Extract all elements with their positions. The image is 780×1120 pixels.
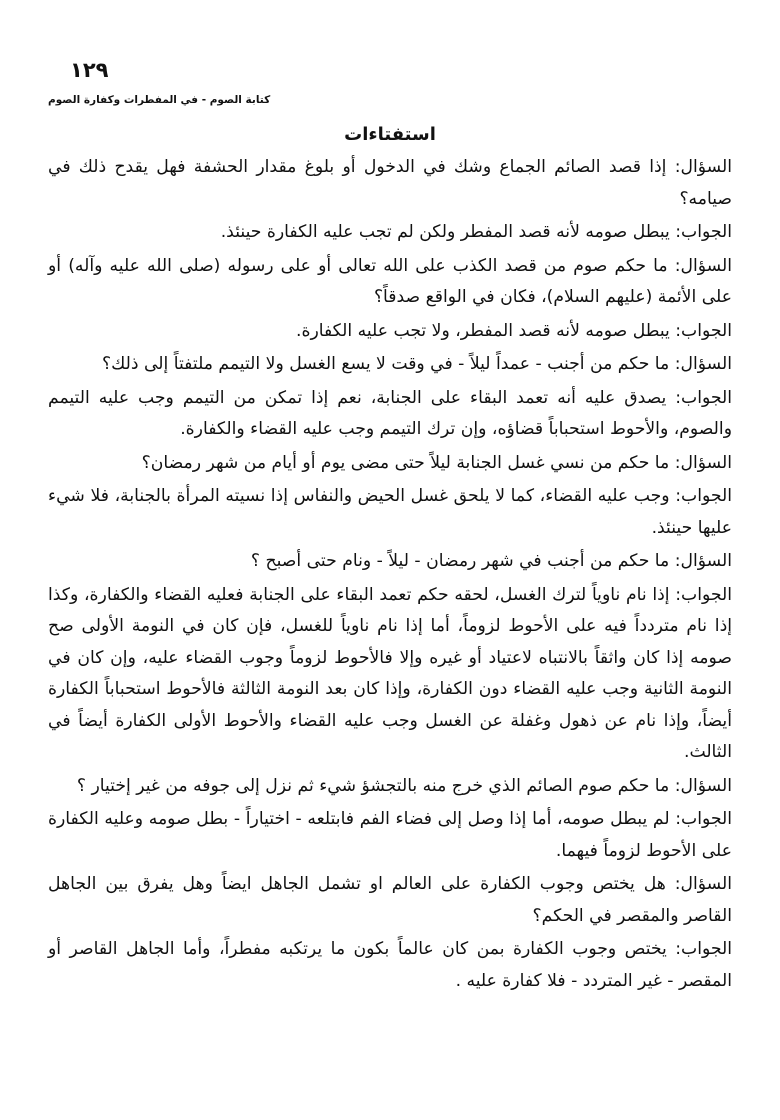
question-paragraph [48,448,732,480]
answer-paragraph [48,217,732,249]
question-text: ما حكم صوم الصائم الذي خرج منه بالتجشؤ شيء ثم نزل إلى جوفه من غير إختيار ؟ [76,775,675,796]
question-text: ما حكم صوم من قصد الكذب على الله تعالى أو على رسوله (صلى الله عليه وآله) أو على الأئمة (عليهم السلام)، فكان في الواقع صدقاً؟ [48,255,732,307]
answer-text: لم يبطل صومه، أما إذا وصل إلى فضاء الفم فابتلعه - اختياراً - بطل صومه وعليه الكفارة على الأحوط لزوماً فيهما. [48,809,732,861]
question-text: هل يختص وجوب الكفارة على العالم او تشمل الجاهل ايضاً وهل يفرق بين الجاهل القاصر والمقصر في الحكم؟ [48,874,732,926]
question-label: السؤال: [674,157,732,177]
answer-label: الجواب: [675,387,732,408]
question-label: السؤال: [674,775,732,796]
question-label: السؤال: [674,551,732,571]
question-label: السؤال: [674,354,732,374]
question-label: السؤال: [674,255,732,276]
answer-text: يختص وجوب الكفارة بمن كان عالماً بكون ما يرتكبه مفطراً، وأما الجاهل القاصر أو المقصر - غير المتردد - فلا كفارة عليه . [48,939,732,991]
answer-paragraph [48,316,732,348]
section-title: استفتاءات [344,124,436,145]
answer-text: يبطل صومه لأنه قصد المفطر ولكن لم تجب عليه الكفارة حينئذ. [220,222,676,242]
question-paragraph [48,349,732,381]
question-label: السؤال: [674,874,732,894]
question-text: ما حكم من أجنب في شهر رمضان - ليلاً - ونام حتى أصبح ؟ [250,551,675,571]
answer-label: الجواب: [675,809,732,829]
running-header: كتابة الصوم - في المفطرات وكفارة الصوم [48,94,271,106]
question-paragraph [48,771,732,803]
answer-paragraph [48,580,732,769]
answer-text: إذا نام ناوياً لترك الغسل، لحقه حكم تعمد البقاء على الجنابة فعليه القضاء والكفارة، وكذا إذا نام متردداً فيه على الأحوط لزوماً، أما إذا نام ناوياً للغسل، فإن كان في النومة الأولى صح صومه إذا كان واثقاً بالانتباه لاعتياد أو غيره وإلا فالأحوط لزوماً وجوب القضاء عليه، وإن كان في النومة الثانية وجب عليه القضاء دون الكفارة، وإذا كان بعد النومة الثالثة فالأحوط استحباباً الكفارة أيضاً، وإذا نام عن ذهول وغفلة عن الغسل وجب عليه القضاء والأحوط الأولى الكفارة أيضاً في الثالث. [48,584,732,762]
question-text: ما حكم من نسي غسل الجنابة ليلاً حتى مضى يوم أو أيام من شهر رمضان؟ [141,452,675,473]
question-paragraph [48,869,732,932]
answer-label: الجواب: [675,939,732,959]
answer-paragraph [48,383,732,446]
question-text: إذا قصد الصائم الجماع وشك في الدخول أو بلوغ مقدار الحشفة فهل يقدح ذلك في صيامه؟ [48,157,732,209]
question-paragraph [48,152,732,215]
page-number: ١٢٩ [70,58,109,82]
answer-text: وجب عليه القضاء، كما لا يلحق غسل الحيض والنفاس إذا نسيته المرأة بالجنابة، فلا شيء عليها حينئذ. [48,486,732,538]
question-label: السؤال: [674,452,732,473]
answer-label: الجواب: [675,320,732,341]
question-paragraph [48,546,732,578]
answer-paragraph [48,481,732,544]
answer-text: يبطل صومه لأنه قصد المفطر، ولا تجب عليه الكفارة. [295,320,676,341]
question-text: ما حكم من أجنب - عمداً ليلاً - في وقت لا يسع الغسل ولا التيمم ملتفتاً إلى ذلك؟ [102,354,675,374]
answer-label: الجواب: [675,486,732,506]
answer-label: الجواب: [675,584,732,605]
qa-content [48,152,732,999]
answer-paragraph [48,804,732,867]
answer-paragraph [48,934,732,997]
question-paragraph [48,251,732,314]
answer-label: الجواب: [675,222,732,242]
answer-text: يصدق عليه أنه تعمد البقاء على الجنابة، نعم إذا تمكن من التيمم وجب عليه التيمم والصوم، والأحوط استحباباً قضاؤه، وإن ترك التيمم وجب عليه القضاء والكفارة. [48,387,732,439]
